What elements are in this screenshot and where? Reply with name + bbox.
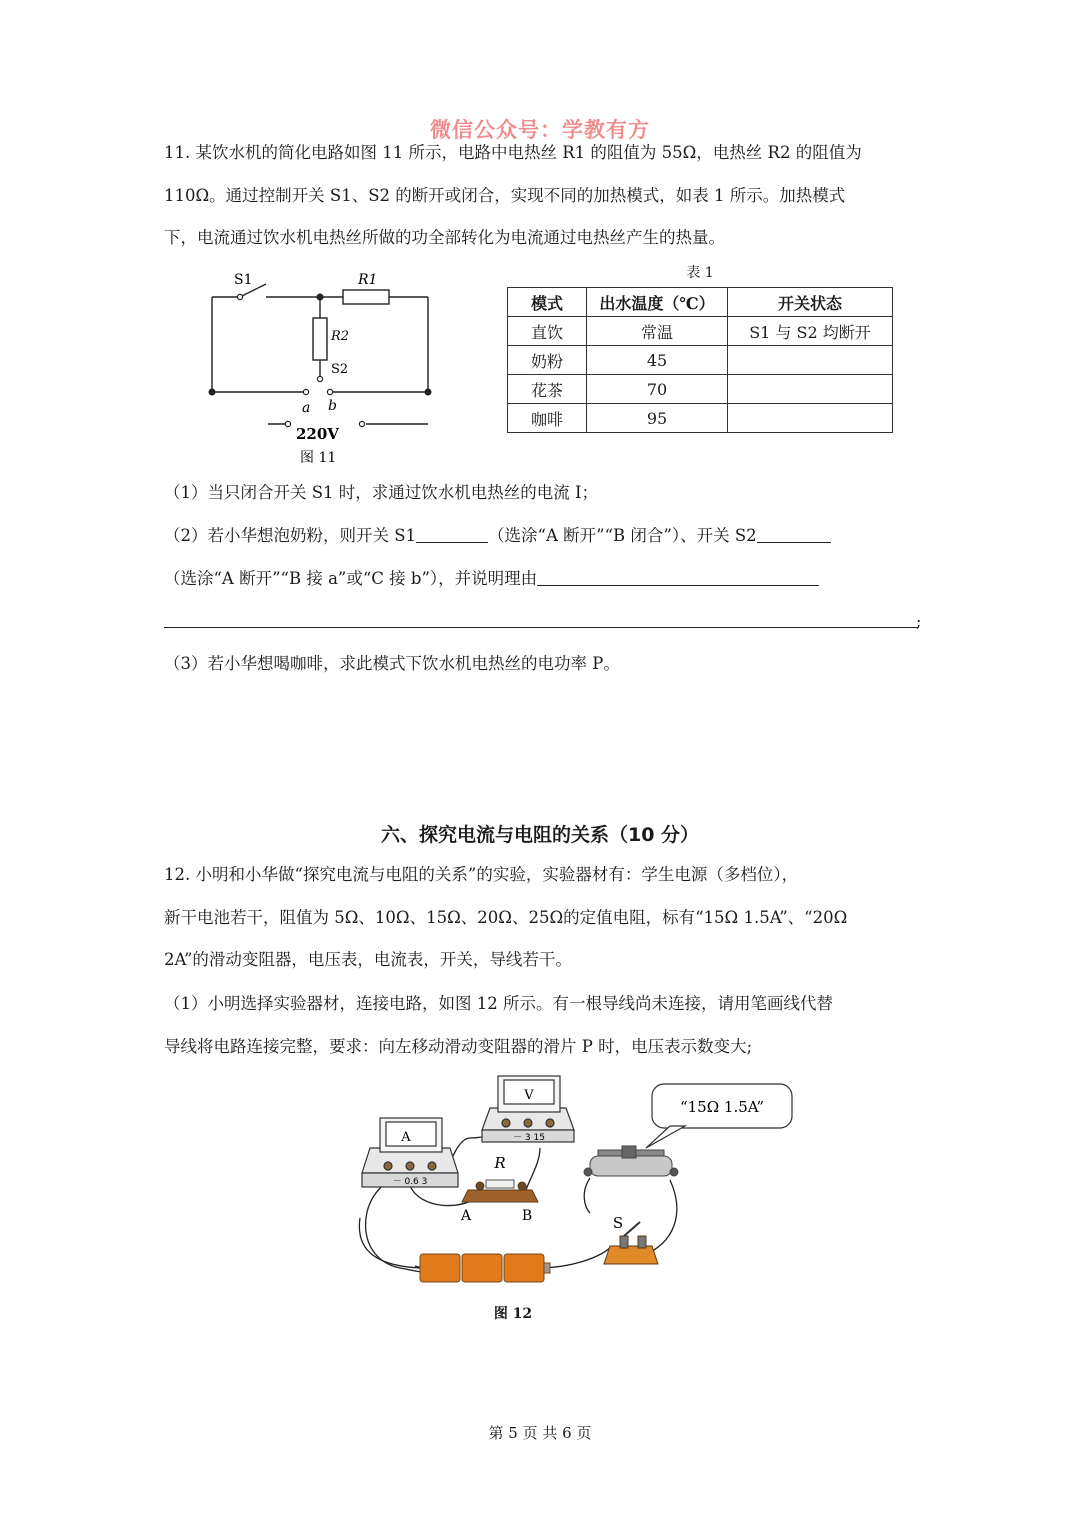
callout-text: “15Ω 1.5A” bbox=[679, 1098, 765, 1116]
table-cell: 95 bbox=[587, 404, 728, 433]
table-row bbox=[508, 375, 893, 404]
page-footer: 第 5 页 共 6 页 bbox=[488, 1424, 592, 1442]
voltmeter-scale: － 3 15 bbox=[513, 1133, 545, 1143]
table-cell: 咖啡 bbox=[508, 404, 587, 433]
label-b: b bbox=[328, 398, 337, 414]
figure-12-apparatus bbox=[340, 1068, 765, 1298]
figure-12-caption: 图 12 bbox=[493, 1306, 533, 1322]
battery-pack bbox=[420, 1254, 550, 1282]
label-b: B bbox=[521, 1208, 533, 1224]
answer-blank-s2[interactable] bbox=[757, 528, 831, 543]
label-voltage: 220V bbox=[296, 425, 339, 443]
table-row bbox=[508, 346, 893, 375]
table-header: 模式 bbox=[508, 288, 587, 317]
table-header-row bbox=[508, 288, 893, 317]
q11-part-1: （1）当只闭合开关 S1 时，求通过饮水机电热丝的电流 I； bbox=[164, 483, 599, 502]
label-s: S bbox=[612, 1214, 624, 1232]
table-cell bbox=[728, 404, 893, 433]
q12-line-2: 新干电池若干，阻值为 5Ω、10Ω、15Ω、20Ω、25Ω的定值电阻，标有“15Ω 1.5A”、“20Ω bbox=[164, 908, 848, 927]
table-cell: 70 bbox=[587, 375, 728, 404]
figure-11-caption: 图 11 bbox=[300, 450, 337, 466]
q11-line-1: 11. 某饮水机的简化电路如图 11 所示，电路中电热丝 R1 的阻值为 55Ω，电热丝 R2 的阻值为 bbox=[164, 143, 862, 162]
label-r2: R2 bbox=[331, 329, 350, 344]
table-row bbox=[508, 404, 893, 433]
watermark: 微信公众号：学教有方 bbox=[430, 118, 650, 142]
q11-part-2-line-1 bbox=[164, 526, 924, 546]
fixed-resistor bbox=[462, 1180, 538, 1202]
q11-part-2-c: （选涂“A 断开”“B 接 a”或“C 接 b”），并说明理由 bbox=[164, 569, 538, 588]
ammeter-label: A bbox=[401, 1130, 411, 1145]
table-cell: 45 bbox=[587, 346, 728, 375]
label-s2: S2 bbox=[331, 362, 349, 377]
rheostat-callout bbox=[646, 1084, 792, 1148]
q11-part-2-a: （2）若小华想泡奶粉，则开关 S1 bbox=[164, 526, 417, 545]
q11-part-2-b: （选涂“A 断开”“B 闭合”）、开关 S2 bbox=[488, 526, 757, 545]
voltmeter-label: V bbox=[524, 1088, 534, 1103]
label-r1: R1 bbox=[358, 272, 378, 288]
section-heading: 六、探究电流与电阻的关系（10 分） bbox=[380, 824, 700, 846]
r1-resistor bbox=[343, 290, 389, 304]
q11-line-2: 110Ω。通过控制开关 S1、S2 的断开或闭合，实现不同的加热模式，如表 1 所示。加热模式 bbox=[164, 186, 846, 205]
table-header: 开关状态 bbox=[728, 288, 893, 317]
table-cell: S1 与 S2 均断开 bbox=[728, 317, 893, 346]
semicolon: ; bbox=[916, 612, 922, 631]
label-r: R bbox=[494, 1154, 506, 1172]
q11-part-2-line-2 bbox=[164, 569, 924, 589]
label-a: A bbox=[460, 1208, 472, 1224]
label-s1: S1 bbox=[234, 272, 253, 288]
table-row bbox=[508, 317, 893, 346]
table-1-caption: 表 1 bbox=[686, 265, 714, 281]
answer-blank-reason[interactable] bbox=[537, 571, 819, 586]
table-cell bbox=[728, 375, 893, 404]
table-header: 出水温度（℃） bbox=[587, 288, 728, 317]
rheostat bbox=[584, 1146, 678, 1176]
answer-blank-reason-line-2[interactable] bbox=[164, 613, 918, 628]
answer-blank-s1[interactable] bbox=[416, 528, 488, 543]
q12-line-1: 12. 小明和小华做“探究电流与电阻的关系”的实验，实验器材有：学生电源（多档位）， bbox=[164, 865, 799, 884]
figure-11-circuit bbox=[200, 262, 450, 472]
q11-line-3: 下，电流通过饮水机电热丝所做的功全部转化为电流通过电热丝产生的热量。 bbox=[164, 228, 725, 247]
q12-part-1-line-1: （1）小明选择实验器材，连接电路，如图 12 所示。有一根导线尚未连接，请用笔画线代替 bbox=[164, 994, 833, 1013]
label-a: a bbox=[302, 400, 311, 416]
table-cell bbox=[728, 346, 893, 375]
table-cell: 常温 bbox=[587, 317, 728, 346]
r2-resistor bbox=[313, 318, 327, 360]
q12-part-1-line-2: 导线将电路连接完整，要求：向左移动滑动变阻器的滑片 P 时，电压表示数变大; bbox=[164, 1037, 753, 1056]
table-cell: 花茶 bbox=[508, 375, 587, 404]
ammeter-scale: － 0.6 3 bbox=[392, 1177, 428, 1187]
table-cell: 直饮 bbox=[508, 317, 587, 346]
q12-line-3: 2A”的滑动变阻器，电压表，电流表，开关，导线若干。 bbox=[164, 950, 572, 969]
table-cell: 奶粉 bbox=[508, 346, 587, 375]
table-1 bbox=[507, 287, 893, 433]
q11-part-3: （3）若小华想喝咖啡，求此模式下饮水机电热丝的电功率 P。 bbox=[164, 654, 620, 673]
